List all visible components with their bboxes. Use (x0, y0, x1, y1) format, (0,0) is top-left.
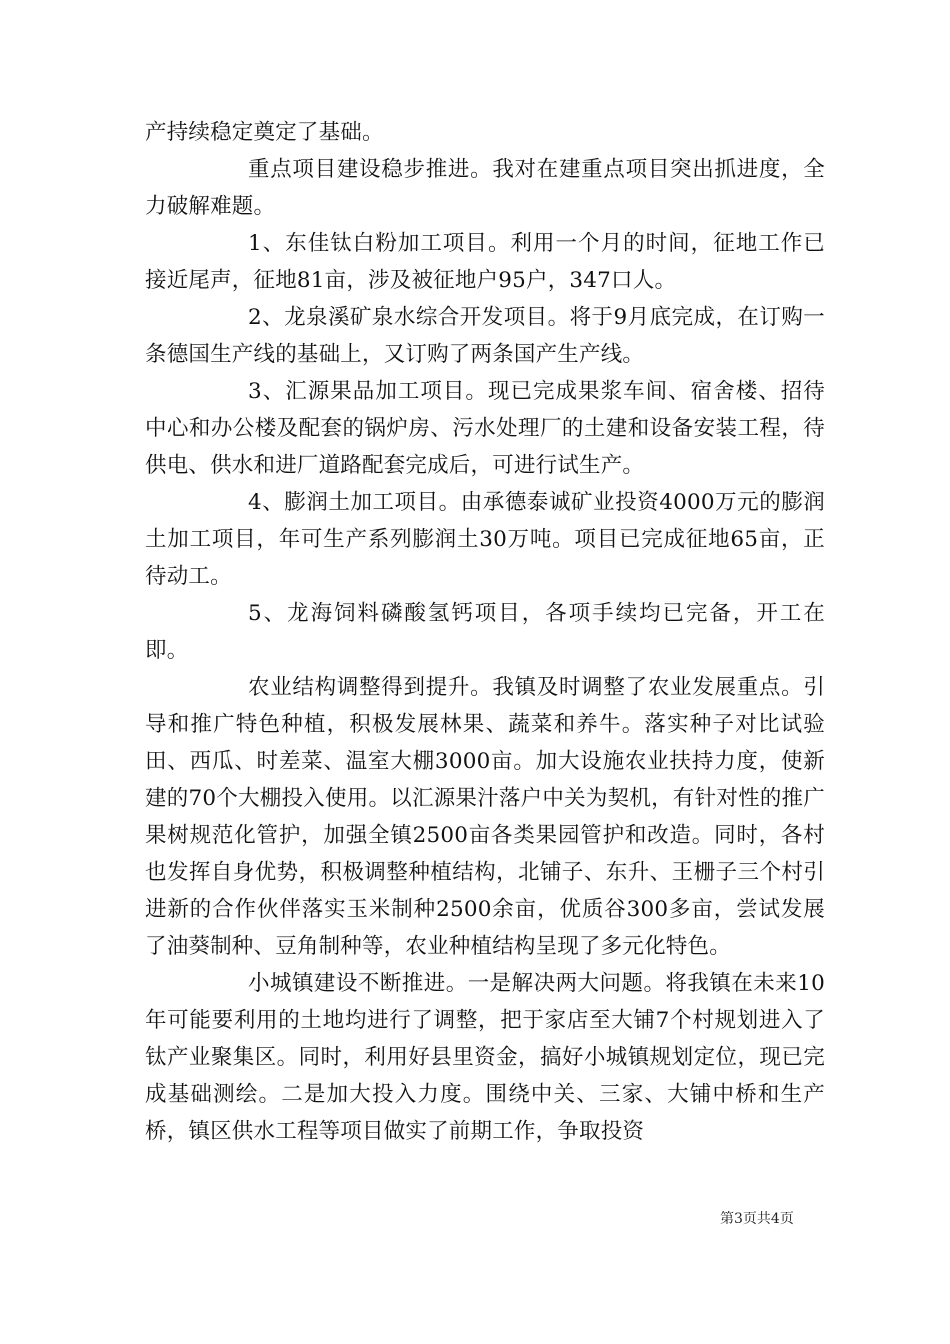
paragraph-continuation: 产持续稳定奠定了基础。 (145, 120, 384, 145)
page-number: 第3页共4页 (720, 1211, 794, 1227)
paragraph-key-projects: 重点项目建设稳步推进。我对在建重点项目突出抓进度，全力破解难题。 (145, 157, 825, 219)
paragraph-project-4: 4、膨润土加工项目。由承德泰诚矿业投资4000万元的膨润土加工项目，年可生产系列膨润土30万吨。项目已完成征地65亩，正待动工。 (145, 490, 825, 589)
body-text (145, 114, 825, 1150)
paragraph-agriculture: 农业结构调整得到提升。我镇及时调整了农业发展重点。引导和推广特色种植，积极发展林果、蔬菜和养牛。落实种子对比试验田、西瓜、时差菜、温室大棚3000亩。加大设施农业扶持力度，使新建的70个大棚投入使用。以汇源果汁落户中关为契机，有针对性的推广果树规范化管护，加强全镇2500亩各类果园管护和改造。同时，各村也发挥自身优势，积极调整种植结构，北铺子、东升、王栅子三个村引进新的合作伙伴落实玉米制种2500余亩，优质谷300多亩，尝试发展了油葵制种、豆角制种等，农业种植结构呈现了多元化特色。 (145, 675, 825, 959)
paragraph-project-5: 5、龙海饲料磷酸氢钙项目，各项手续均已完备，开工在即。 (145, 601, 825, 663)
paragraph-town-construction: 小城镇建设不断推进。一是解决两大问题。将我镇在未来10年可能要利用的土地均进行了调整，把于家店至大铺7个村规划进入了钛产业聚集区。同时，利用好县里资金，搞好小城镇规划定位，现已完成基础测绘。二是加大投入力度。围绕中关、三家、大铺中桥和生产桥，镇区供水工程等项目做实了前期工作，争取投资 (145, 971, 825, 1144)
paragraph-project-2: 2、龙泉溪矿泉水综合开发项目。将于9月底完成，在订购一条德国生产线的基础上，又订购了两条国产生产线。 (145, 305, 825, 367)
paragraph-project-3: 3、汇源果品加工项目。现已完成果浆车间、宿舍楼、招待中心和办公楼及配套的锅炉房、污水处理厂的土建和设备安装工程，待供电、供水和进厂道路配套完成后，可进行试生产。 (145, 379, 825, 478)
paragraph-project-1: 1、东佳钛白粉加工项目。利用一个月的时间，征地工作已接近尾声，征地81亩，涉及被征地户95户，347口人。 (145, 231, 825, 293)
